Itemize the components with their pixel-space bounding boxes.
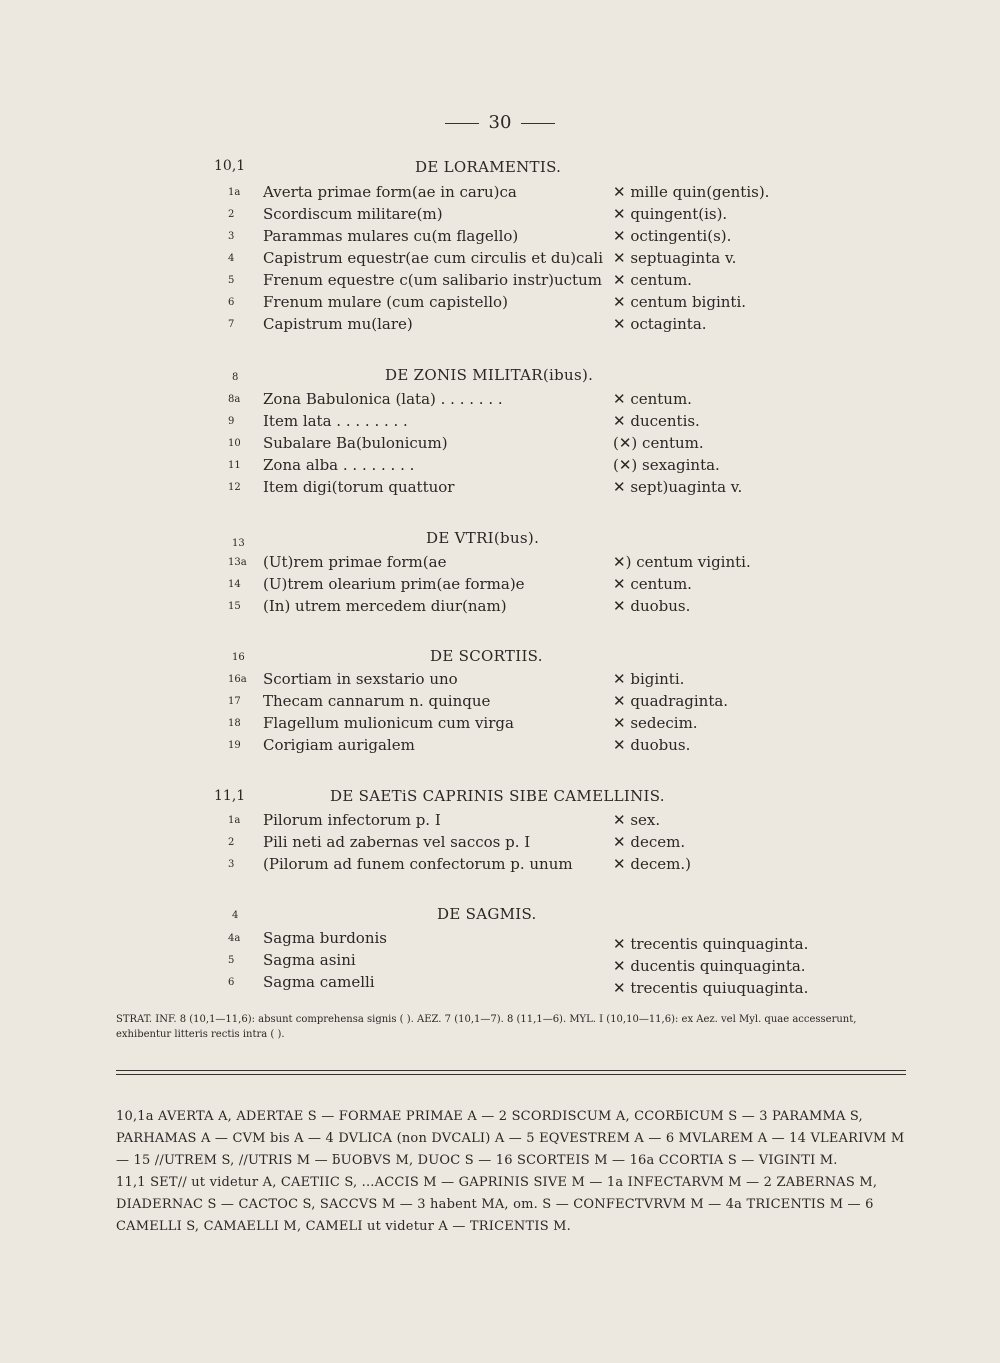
source-notes: STRAT. INF. 8 (10,1—11,6): absunt comprehensa signis ( ). AEZ. 7 (10,1—7). 8 (11,1—6). MYL. I (10,10—11,6): ex Aez. vel Myl. quae accesserunt, exhibentur litteris rectis intra ( ). xyxy=(116,1014,857,1040)
item-text: Sagma camelli xyxy=(263,973,375,991)
item-text: Pili neti ad zabernas vel saccos p. I xyxy=(263,833,531,851)
line-number: 12 xyxy=(228,482,241,493)
line-number: 3 xyxy=(228,859,235,870)
line-number: 5 xyxy=(228,275,235,286)
item-price: ✕ sept)uaginta v. xyxy=(613,478,743,496)
line-number: 1a xyxy=(228,815,241,826)
item-price: (✕) sexaginta. xyxy=(613,456,720,474)
item-text: Corigiam aurigalem xyxy=(263,736,415,754)
item-text: Capistrum mu(lare) xyxy=(263,315,413,333)
item-text: Flagellum mulionicum cum virga xyxy=(263,714,514,732)
entry-row xyxy=(0,412,1000,434)
line-number: 2 xyxy=(228,837,235,848)
item-text: Frenum equestre c(um salibario instr)uctum xyxy=(263,271,602,289)
item-price: ✕ duobus. xyxy=(613,736,691,754)
header-dash-left xyxy=(445,123,479,124)
entry-row xyxy=(0,390,1000,412)
entry-row xyxy=(0,271,1000,293)
item-price: ✕ octingenti(s). xyxy=(613,227,732,245)
line-number: 6 xyxy=(228,977,235,988)
item-text: Zona Babulonica (lata) . . . . . . . xyxy=(263,390,503,408)
item-price: ✕ mille quin(gentis). xyxy=(613,183,770,201)
item-text: Item digi(torum quattuor xyxy=(263,478,455,496)
section-title: DE SAGMIS. xyxy=(437,905,537,923)
entry-row xyxy=(0,973,1000,995)
apparatus-paragraph: 10,1a AVERTA A, ADERTAE S — FORMAE PRIMAE A — 2 SCORDISCUM A, ϹCORƃICUM S — 3 PARAMMA S, PARHAMAS A — CVM bis A — 4 DVLICA (non DVCALI) A — 5 EQVESTREM A — 6 MVLAREM A — 14 VLEARIVM M — 15 //UTREM S, //UTRIS M — ƃUOBVS M, DUOϹ S — 16 SCORTEIS M — 16a ϹCORTIA S — VIGINTI M. xyxy=(116,1109,905,1168)
entry-row xyxy=(0,456,1000,478)
entry-row xyxy=(0,183,1000,205)
item-text: Zona alba . . . . . . . . xyxy=(263,456,415,474)
line-number: 3 xyxy=(228,231,235,242)
item-text: Scortiam in sexstario uno xyxy=(263,670,458,688)
entry-row xyxy=(0,315,1000,337)
page-number-header xyxy=(0,112,1000,133)
item-text: Pilorum infectorum p. I xyxy=(263,811,441,829)
item-price: ✕ ducentis quinquaginta. xyxy=(613,957,806,975)
item-price: ✕ septuaginta v. xyxy=(613,249,737,267)
item-text: Subalare Ba(bulonicum) xyxy=(263,434,448,452)
item-price: ✕ biginti. xyxy=(613,670,685,688)
line-number: 18 xyxy=(228,718,241,729)
item-text: Scordiscum militare(m) xyxy=(263,205,443,223)
entry-row xyxy=(0,434,1000,456)
entry-row xyxy=(0,670,1000,692)
item-price: (✕) centum. xyxy=(613,434,704,452)
item-price: ✕ quingent(is). xyxy=(613,205,728,223)
item-price: ✕ centum biginti. xyxy=(613,293,747,311)
line-number: 10 xyxy=(228,438,241,449)
line-number: 11 xyxy=(228,460,241,471)
item-text: Thecam cannarum n. quinque xyxy=(263,692,491,710)
section-title: DE SAETiS CAPRINIS SIBE CAMELLINIS. xyxy=(330,787,665,805)
entry-row xyxy=(0,553,1000,575)
item-text: Sagma burdonis xyxy=(263,929,387,947)
entry-row xyxy=(0,478,1000,500)
item-price: ✕ decem.) xyxy=(613,855,691,873)
section-line-number: 16 xyxy=(232,652,245,663)
item-price: ✕ decem. xyxy=(613,833,686,851)
line-number: 6 xyxy=(228,297,235,308)
section-title: DE ZONIS MILITAR(ibus). xyxy=(385,366,594,384)
line-number: 1a xyxy=(228,187,241,198)
item-price: ✕ duobus. xyxy=(613,597,691,615)
line-number: 2 xyxy=(228,209,235,220)
page-number: 30 xyxy=(488,112,512,133)
item-price: ✕ centum. xyxy=(613,575,692,593)
line-number: 15 xyxy=(228,601,241,612)
line-number: 17 xyxy=(228,696,241,707)
item-text: (Ut)rem primae form(ae xyxy=(263,553,447,571)
item-text: Parammas mulares cu(m flagello) xyxy=(263,227,519,245)
line-number: 16a xyxy=(228,674,247,685)
entry-row xyxy=(0,205,1000,227)
entry-row xyxy=(0,736,1000,758)
item-text: Averta primae form(ae in caru)ca xyxy=(263,183,517,201)
line-number: 5 xyxy=(228,955,235,966)
item-text: (In) utrem mercedem diur(nam) xyxy=(263,597,507,615)
entry-row xyxy=(0,293,1000,315)
item-price: ✕ centum. xyxy=(613,390,692,408)
section-line-number: 8 xyxy=(232,372,239,383)
entry-row xyxy=(0,811,1000,833)
line-number: 4a xyxy=(228,933,241,944)
item-price: ✕ ducentis. xyxy=(613,412,700,430)
item-price: ✕) centum viginti. xyxy=(613,553,751,571)
header-dash-right xyxy=(521,123,555,124)
entry-row xyxy=(0,714,1000,736)
entry-row xyxy=(0,227,1000,249)
line-number: 4 xyxy=(228,253,235,264)
item-price: ✕ sex. xyxy=(613,811,661,829)
line-number: 9 xyxy=(228,416,235,427)
entry-row xyxy=(0,833,1000,855)
item-text: Sagma asini xyxy=(263,951,356,969)
item-text: (Pilorum ad funem confectorum p. unum xyxy=(263,855,573,873)
item-price: ✕ quadraginta. xyxy=(613,692,729,710)
divider-rule xyxy=(116,1070,906,1071)
divider-rule xyxy=(116,1074,906,1075)
entry-row xyxy=(0,855,1000,877)
item-text: Frenum mulare (cum capistello) xyxy=(263,293,508,311)
section-line-number: 10,1 xyxy=(214,158,246,174)
critical-apparatus xyxy=(116,1106,906,1238)
item-price: ✕ trecentis quinquaginta. xyxy=(613,935,809,953)
item-text: Capistrum equestr(ae cum circulis et du)cali xyxy=(263,249,603,267)
item-price: ✕ sedecim. xyxy=(613,714,698,732)
entry-row xyxy=(0,249,1000,271)
section-title: DE SCORTIIS. xyxy=(430,647,543,665)
item-price: ✕ centum. xyxy=(613,271,692,289)
line-number: 7 xyxy=(228,319,235,330)
item-price: ✕ octaginta. xyxy=(613,315,707,333)
section-line-number: 4 xyxy=(232,910,239,921)
item-price: ✕ trecentis quiuquaginta. xyxy=(613,979,809,997)
entry-row xyxy=(0,951,1000,973)
entry-row xyxy=(0,575,1000,597)
apparatus-paragraph: 11,1 SET// ut videtur A, ϹAETIIϹ S, ...ACCIS M — GAPRINIS SIVE M — 1a INFECTARVM M — 2 ZABERNAS M, DIADERNAϹ S — ϹACTOϹ S, SACCVS M — 3 habent MA, om. S — CONFECTVRVM M — 4a TRICENTIS M — 6 CAMELLI S, CAMAELLI M, CAMELI ut videtur A — TRICENTIS M. xyxy=(116,1175,878,1234)
entry-row xyxy=(0,597,1000,619)
line-number: 19 xyxy=(228,740,241,751)
section-title: DE VTRI(bus). xyxy=(426,529,540,547)
section-line-number: 11,1 xyxy=(214,788,246,804)
item-text: Item lata . . . . . . . . xyxy=(263,412,408,430)
section-line-number: 13 xyxy=(232,538,245,549)
line-number: 8a xyxy=(228,394,241,405)
item-text: (U)trem olearium prim(ae forma)e xyxy=(263,575,525,593)
entry-row xyxy=(0,929,1000,951)
entry-row xyxy=(0,692,1000,714)
section-title: DE LORAMENTIS. xyxy=(415,158,562,176)
line-number: 14 xyxy=(228,579,241,590)
line-number: 13a xyxy=(228,557,247,568)
